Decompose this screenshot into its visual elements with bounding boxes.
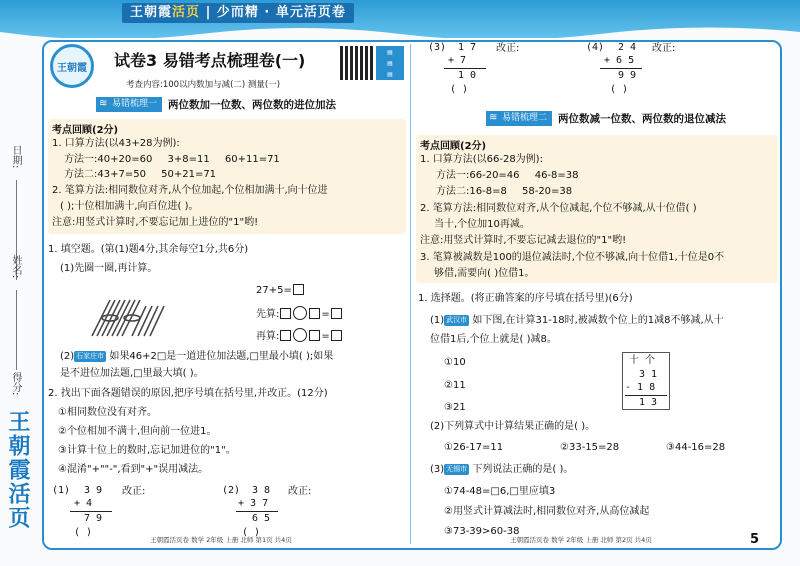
calc-3-label: (3): [428, 42, 447, 53]
section-title-2: 两位数减一位数、两位数的退位减法: [558, 112, 727, 125]
q1-equation-text: 27+5=: [256, 285, 292, 296]
right-question-1: 1. 选择题。(将正确答案的序号填在括号里)(6分): [418, 293, 633, 304]
brand-logo-vertical: 王朝霞活页: [5, 410, 31, 530]
left-review-line: 1. 口算方法(以43+28为例):: [52, 138, 180, 149]
q1-2-continued[interactable]: 是不进位加法题,□里最大填( )。: [60, 368, 204, 379]
calc-4-line: [600, 68, 642, 69]
section-title-1: 两位数加一位数、两位数的进位加法: [168, 98, 337, 111]
first-label: 先算:: [256, 309, 280, 320]
option[interactable]: ②33-15=28: [560, 442, 620, 453]
calc-2-paren[interactable]: ( ): [242, 527, 261, 538]
subtraction-figure: [622, 352, 670, 410]
calc-4-label: (4): [586, 42, 605, 53]
city-tag: 无锡市: [446, 465, 468, 473]
brand-bar: [122, 3, 354, 23]
option[interactable]: ③21: [444, 402, 466, 413]
question-1: 1. 填空题。(第(1)题4分,其余每空1分,共6分): [48, 244, 249, 255]
calc-4-top: 2 4: [618, 42, 637, 53]
name-line: [16, 290, 17, 370]
exam-scope: 考查内容:100以内数加与减(二) 测量(一): [126, 80, 281, 90]
calc-3-result: 1 0: [458, 70, 477, 81]
q1-first-step: 先算: =: [256, 306, 343, 321]
section-tag-2: ≋ 易错梳理二: [486, 111, 552, 126]
right-review-line[interactable]: 2. 笔算方法:相同数位对齐,从个位减起,个位不够减,从十位借( ): [420, 203, 697, 214]
calc-2-top: 3 8: [252, 485, 271, 496]
error-reason: ④混淆"+""-",看到"+"误用减法。: [58, 464, 209, 475]
answer-box[interactable]: [331, 330, 342, 341]
left-review-line: 方法一:40+20=60 3+8=11 60+11=71: [64, 154, 280, 165]
right-review-note: 注意:用竖式计算时,不要忘记减去退位的"1"哟!: [420, 235, 627, 246]
city-tag: 武汉市: [446, 316, 468, 324]
section-header-1: [96, 96, 336, 112]
calc-4-fix-label[interactable]: 改正:: [652, 43, 676, 54]
calc-1-addend: + 4: [74, 498, 93, 509]
q-1-1-continued[interactable]: 位借1后,个位上就是( )减8。: [430, 334, 557, 345]
right-review-title: 考点回顾(2分): [420, 141, 487, 152]
option[interactable]: ①10: [444, 357, 466, 368]
question-1-1: (1)先圈一圈,再计算。: [60, 263, 158, 274]
q-1-3-text[interactable]: 下列说法正确的是( )。: [472, 464, 574, 475]
operator-circle[interactable]: [293, 306, 307, 320]
right-review-line: 当十,个位加10再减。: [434, 219, 530, 230]
error-reason: ③计算十位上的数时,忘记加进位的"1"。: [58, 445, 236, 456]
calc-1-line: [70, 511, 112, 512]
right-question-1-3: (3) 无锡市 下列说法正确的是( )。: [430, 464, 574, 475]
calc-1-paren[interactable]: ( ): [74, 527, 93, 538]
calc-3-paren[interactable]: ( ): [450, 84, 469, 95]
error-reason: ②个位相加不满十,但向前一位进1。: [58, 426, 217, 437]
date-label: 日期:: [10, 145, 21, 169]
right-review-line[interactable]: 够借,需要向( )位借1。: [434, 268, 535, 279]
option[interactable]: ②用竖式计算减法时,相同数位对齐,从高位减起: [444, 506, 650, 517]
calc-3-line: [444, 68, 486, 69]
answer-box[interactable]: [331, 308, 342, 319]
left-review-note: 注意:用竖式计算时,不要忘记加上进位的"1"哟!: [52, 217, 259, 228]
right-review-line: 方法一:66-20=46 46-8=38: [436, 170, 579, 181]
q1-equation: [256, 284, 305, 297]
q-1-1-text: 如下图,在计算31-18时,被减数个位上的1减8不够减,从十: [472, 315, 724, 326]
answer-box[interactable]: [309, 308, 320, 319]
answer-box[interactable]: [280, 330, 291, 341]
calc-2-line: [236, 511, 278, 512]
fig-line: [625, 395, 667, 396]
fig-subtrahend: - 1 8: [625, 382, 656, 393]
option[interactable]: ②11: [444, 380, 466, 391]
brand-name: 王朝霞: [130, 5, 173, 20]
qr-code[interactable]: [340, 46, 374, 80]
calc-4-result: 9 9: [618, 70, 637, 81]
calc-2-fix-label[interactable]: 改正:: [288, 486, 312, 497]
fig-result: 1 3: [639, 397, 658, 408]
answer-box[interactable]: [280, 308, 291, 319]
right-review-line: 1. 口算方法(以66-28为例):: [420, 154, 543, 165]
section-header-2: [486, 110, 726, 126]
fig-minuend: 3 1: [639, 369, 658, 380]
question-1-2: (2) 石家庄市 如果46+2□是一道进位加法题,□里最小填( );如果: [60, 351, 334, 362]
brand-badge: 王朝霞: [50, 44, 94, 88]
right-question-1-2[interactable]: (2)下列算式中计算结果正确的是( )。: [430, 421, 596, 432]
calc-4-addend: + 6 5: [604, 55, 635, 66]
page-title: 试卷3 易错考点梳理卷(一): [114, 51, 306, 70]
brand-suffix: 活页: [172, 5, 201, 20]
calc-3-addend: + 7: [448, 55, 467, 66]
q1-then-step: 再算: =: [256, 328, 343, 343]
option[interactable]: ③73-39>60-38: [444, 526, 520, 537]
right-question-1-1: (1) 武汉市 如下图,在计算31-18时,被减数个位上的1减8不够减,从十: [430, 315, 724, 326]
calc-2-label: (2): [222, 485, 241, 496]
calc-2-addend: + 3 7: [238, 498, 269, 509]
question-2: 2. 找出下面各题错误的原因,把序号填在括号里,并改正。(12分): [48, 388, 328, 399]
option[interactable]: ①74-48=□6,□里应填3: [444, 486, 556, 497]
q1-2-text[interactable]: 如果46+2□是一道进位加法题,□里最小填( );如果: [109, 351, 334, 362]
calc-3-top: 1 7: [458, 42, 477, 53]
error-reason: ①相同数位没有对齐。: [58, 407, 157, 418]
right-review-line: 3. 笔算被减数是100的退位减法时,个位不够减,向十位借1,十位是0不: [420, 252, 725, 263]
answer-box[interactable]: [309, 330, 320, 341]
operator-circle[interactable]: [293, 328, 307, 342]
calc-1-result: 7 9: [84, 513, 103, 524]
brand-tail: | 少而精 · 单元活页卷: [205, 5, 346, 20]
calc-1-top: 3 9: [84, 485, 103, 496]
score-label: 得分:: [10, 372, 21, 396]
calc-1-fix-label[interactable]: 改正:: [122, 486, 146, 497]
counting-sticks-image: [88, 296, 166, 340]
calc-3-fix-label[interactable]: 改正:: [496, 43, 520, 54]
name-label: 姓名:: [10, 255, 21, 279]
left-footer: 王朝霞活页卷 数学 2年级 上册 北师 第1页 共4页: [150, 536, 292, 544]
option[interactable]: ①26-17=11: [444, 442, 504, 453]
left-review-title: 考点回顾(2分): [52, 125, 119, 136]
left-review-line: 2. 笔算方法:相同数位对齐,从个位加起,个位相加满十,向十位进: [52, 185, 328, 196]
calc-1-label: (1): [52, 485, 71, 496]
option[interactable]: ③44-16=28: [666, 442, 726, 453]
right-review-line: 方法二:16-8=8 58-20=38: [436, 186, 573, 197]
qr-tag: ▤ ▤ ▤: [376, 46, 404, 80]
calc-2-result: 6 5: [252, 513, 271, 524]
city-tag: 石家庄市: [76, 352, 105, 360]
left-review-line[interactable]: ( );十位相加满十,向百位进( )。: [60, 201, 199, 212]
page-number: 5: [750, 532, 760, 547]
place-header: 十 个: [629, 355, 656, 366]
page-divider: [410, 44, 411, 544]
then-label: 再算:: [256, 331, 280, 342]
right-footer: 王朝霞活页卷 数学 2年级 上册 北师 第2页 共4页: [510, 536, 652, 544]
section-tag-1: ≋ 易错梳理一: [96, 97, 162, 112]
answer-box[interactable]: [293, 284, 304, 295]
left-review-line: 方法二:43+7=50 50+21=71: [64, 169, 217, 180]
calc-4-paren[interactable]: ( ): [610, 84, 629, 95]
